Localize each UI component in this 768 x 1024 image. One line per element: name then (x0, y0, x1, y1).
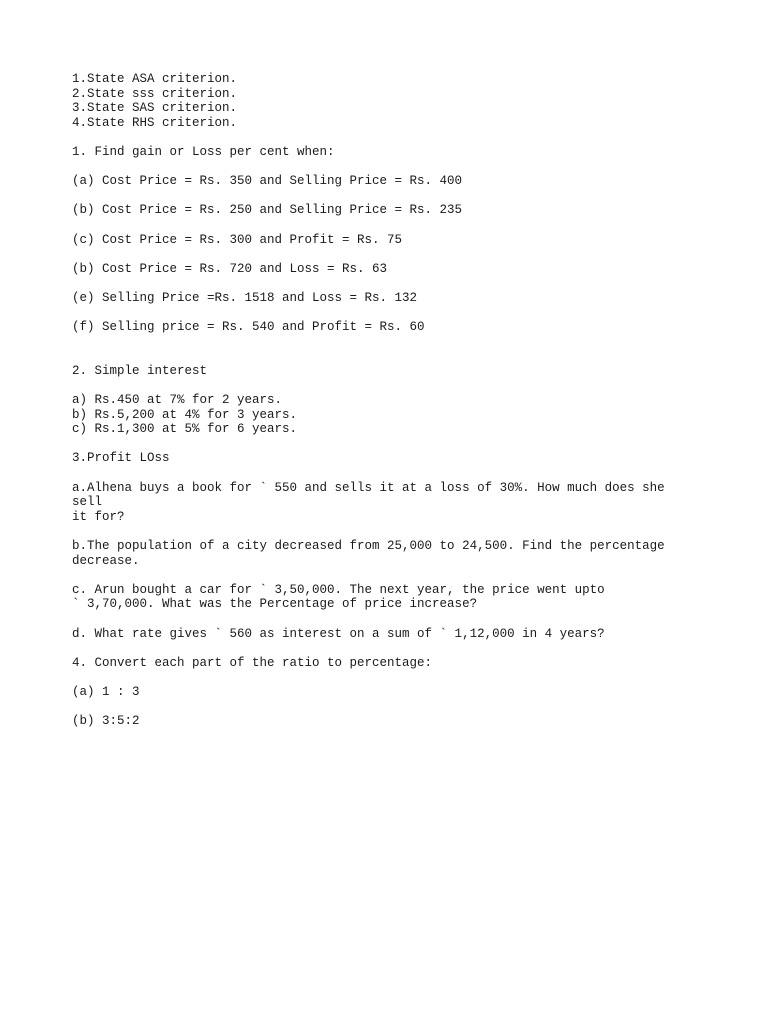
gain-loss-item: (e) Selling Price =Rs. 1518 and Loss = Rs. 132 (72, 290, 418, 305)
ratio-section (72, 656, 692, 729)
simple-interest-item: a) Rs.450 at 7% for 2 years. (72, 393, 283, 408)
simple-interest-section (72, 364, 692, 437)
question-b: b.The population of a city decreased from 25,000 to 24,500. Find the percentage (72, 539, 665, 553)
question-c-cont: ` 3,70,000. What was the Percentage of price increase? (72, 597, 478, 612)
criteria-section (72, 72, 692, 130)
question-c: c. Arun bought a car for ` 3,50,000. The next year, the price went upto (72, 582, 605, 597)
profit-loss-heading: 3.Profit LOss (72, 451, 170, 466)
document-page (72, 72, 692, 729)
ratio-item: (b) 3:5:2 (72, 714, 140, 729)
simple-interest-item: c) Rs.1,300 at 5% for 6 years. (72, 422, 298, 437)
simple-interest-item: b) Rs.5,200 at 4% for 3 years. (72, 407, 298, 422)
profit-loss-section (72, 451, 692, 641)
gain-loss-item: (c) Cost Price = Rs. 300 and Profit = Rs. 75 (72, 232, 403, 247)
ratio-heading: 4. Convert each part of the ratio to percentage: (72, 655, 433, 670)
criterion-asa: 1.State ASA criterion. (72, 72, 238, 86)
ratio-item: (a) 1 : 3 (72, 684, 140, 699)
question-a: a.Alhena buys a book for ` 550 and sells it at a loss of 30%. How much does she (72, 480, 665, 495)
gain-loss-item: (b) Cost Price = Rs. 250 and Selling Price = Rs. 235 (72, 203, 463, 218)
gain-loss-item: (b) Cost Price = Rs. 720 and Loss = Rs. 63 (72, 261, 388, 276)
criterion-sss: 2.State sss criterion. (72, 86, 238, 101)
question-a-cont: it for? (72, 509, 125, 524)
gain-loss-section (72, 145, 692, 335)
simple-interest-heading: 2. Simple interest (72, 363, 208, 378)
question-b-cont: decrease. (72, 553, 140, 568)
gain-loss-heading: 1. Find gain or Loss per cent when: (72, 144, 335, 159)
criterion-rhs: 4.State RHS criterion. (72, 115, 238, 130)
gain-loss-item: (f) Selling price = Rs. 540 and Profit = Rs. 60 (72, 320, 425, 335)
question-a-cont: sell (72, 495, 103, 510)
criterion-sas: 3.State SAS criterion. (72, 101, 238, 116)
question-d: d. What rate gives ` 560 as interest on a sum of ` 1,12,000 in 4 years? (72, 626, 605, 641)
gain-loss-item: (a) Cost Price = Rs. 350 and Selling Price = Rs. 400 (72, 174, 463, 189)
